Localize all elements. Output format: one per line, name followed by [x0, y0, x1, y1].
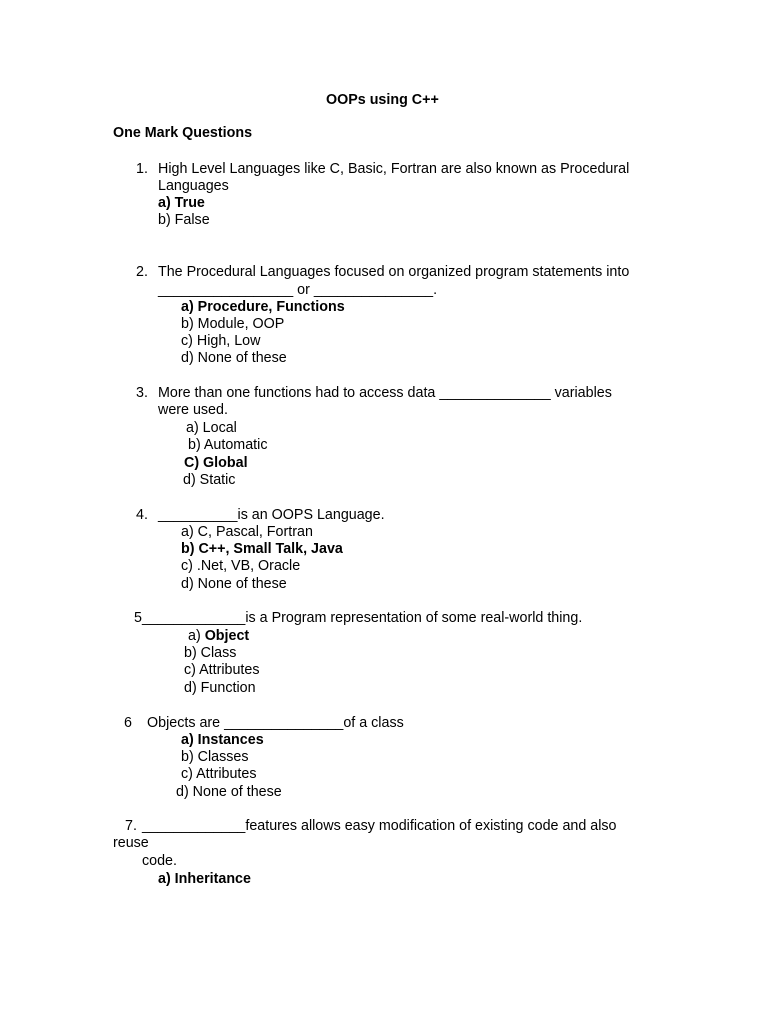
question-text-line: were used. — [158, 402, 228, 418]
answer-option: d) Static — [183, 472, 236, 488]
question-text-line: code. — [142, 853, 177, 869]
question-number: 7. — [125, 818, 137, 834]
answer-option: c) Attributes — [181, 766, 257, 782]
answer-option: c) High, Low — [181, 333, 261, 349]
question-text-line: More than one functions had to access data ______________ variables — [158, 385, 612, 401]
answer-option-correct — [188, 628, 249, 645]
question-text-line: _________________ or _______________. — [158, 282, 438, 298]
question-text-line: The Procedural Languages focused on organized program statements into — [158, 264, 630, 280]
answer-option-correct: a) Inheritance — [158, 871, 251, 887]
answer-option-correct: a) True — [158, 195, 205, 211]
question-number: 3. — [136, 385, 148, 401]
answer-option: a) Local — [186, 420, 237, 436]
answer-option: c) .Net, VB, Oracle — [181, 558, 301, 574]
answer-option: d) None of these — [181, 350, 287, 366]
answer-option: b) Automatic — [188, 437, 268, 453]
question-text-line: reuse — [113, 835, 149, 851]
section-heading: One Mark Questions — [113, 125, 253, 141]
option-letter: a) — [188, 628, 205, 644]
question-text-line: _____________is a Program representation of some real-world thing. — [142, 610, 583, 626]
document-title: OOPs using C++ — [326, 92, 439, 108]
answer-option: b) Class — [184, 645, 237, 661]
answer-option: a) C, Pascal, Fortran — [181, 524, 313, 540]
question-text-line: Languages — [158, 178, 229, 194]
answer-option: d) None of these — [176, 784, 282, 800]
question-number: 6 — [124, 715, 132, 731]
question-text-line: Objects are _______________of a class — [147, 715, 404, 731]
question-number: 1. — [136, 161, 148, 177]
answer-option: c) Attributes — [184, 662, 260, 678]
question-number: 4. — [136, 507, 148, 523]
answer-option: d) Function — [184, 680, 256, 696]
answer-option-correct: a) Procedure, Functions — [181, 299, 345, 315]
question-text-line: __________is an OOPS Language. — [158, 507, 385, 523]
question-text-line: High Level Languages like C, Basic, Fortran are also known as Procedural — [158, 161, 630, 177]
answer-option: b) False — [158, 212, 210, 228]
question-number: 2. — [136, 264, 148, 280]
answer-option-correct: a) Instances — [181, 732, 264, 748]
answer-option: b) Module, OOP — [181, 316, 285, 332]
question-number: 5 — [134, 610, 142, 626]
answer-option-correct: b) C++, Small Talk, Java — [181, 541, 343, 557]
option-answer: Object — [204, 628, 250, 644]
answer-option: d) None of these — [181, 576, 287, 592]
answer-option: b) Classes — [181, 749, 249, 765]
question-text-line: _____________features allows easy modification of existing code and also — [142, 818, 617, 834]
answer-option-correct: C) Global — [184, 455, 248, 471]
